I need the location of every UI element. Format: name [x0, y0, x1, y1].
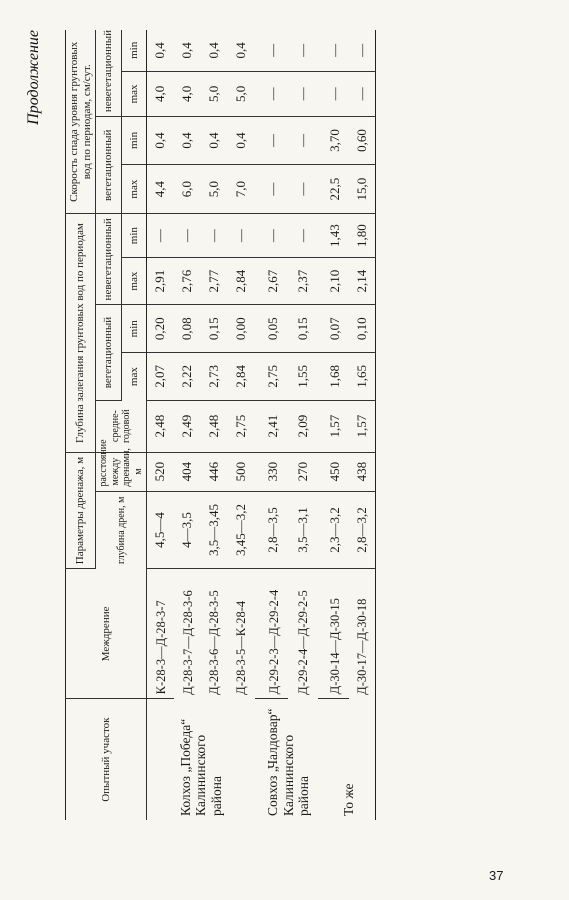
avg-cell: 2,48	[147, 400, 174, 452]
sp-veg-min-cell: 0,4	[201, 117, 228, 165]
spacing-cell: 404	[174, 452, 201, 491]
sp-veg-max-cell: 4,4	[147, 164, 174, 214]
sp-nonveg-max-cell: —	[318, 71, 349, 116]
groundwater-table	[65, 30, 376, 820]
depth-cell: 3,5—3,1	[288, 491, 317, 569]
avg-cell: 2,49	[174, 400, 201, 452]
spacing-cell: 446	[201, 452, 228, 491]
gw-nonveg-min-cell: —	[288, 214, 317, 257]
site-cell: Совхоз „Чалдовар“ Калининского района	[265, 708, 312, 816]
gw-veg-min-cell: 0,15	[288, 305, 317, 353]
avg-cell: 2,41	[255, 400, 288, 452]
depth-cell: 4—3,5	[174, 491, 201, 569]
gw-nonveg-min-cell: —	[255, 214, 288, 257]
spacing-cell: 450	[318, 452, 349, 491]
mezhdrene-cell: К-28-3—Д-28-3-7	[147, 569, 174, 699]
gw-nonveg-max-cell: 2,77	[201, 257, 228, 305]
header-gw-depth: Глубина залегания грунтовых вод по периодам	[66, 214, 96, 452]
sp-nonveg-min-cell: —	[255, 30, 288, 71]
depth-cell: 4,5—4	[147, 491, 174, 569]
gw-veg-min-cell: 0,05	[255, 305, 288, 353]
gw-nonveg-max-cell: 2,37	[288, 257, 317, 305]
sp-veg-min-cell: —	[255, 117, 288, 165]
sp-nonveg-min-cell: —	[288, 30, 317, 71]
spacing-cell: 500	[228, 452, 255, 491]
header-depth: глубина дрен, м	[96, 491, 147, 569]
spacing-cell: 270	[288, 452, 317, 491]
gw-veg-max-cell: 1,68	[318, 353, 349, 401]
sp-veg-min-cell: 0,4	[228, 117, 255, 165]
gw-veg-min-cell: 0,07	[318, 305, 349, 353]
sp-nonveg-max-cell: 4,0	[147, 71, 174, 116]
gw-veg-max-cell: 2,84	[228, 353, 255, 401]
header-gw-veg-max: max	[121, 353, 147, 401]
gw-nonveg-min-cell: —	[147, 214, 174, 257]
header-gw-nonveg: невегетационный	[96, 214, 122, 305]
header-sp-nonveg-min: min	[121, 30, 147, 71]
gw-nonveg-min-cell: 1,80	[349, 214, 376, 257]
header-gw-nonveg-min: min	[121, 214, 147, 257]
mezhdrene-cell: Д-28-3-7—Д-28-3-6	[180, 590, 195, 695]
header-mezhdrene: Междрение	[66, 569, 147, 699]
site-cell: То же	[340, 783, 356, 816]
sp-nonveg-max-cell: —	[255, 71, 288, 116]
mezhdrene-cell: Д-30-17—Д-30-18	[354, 598, 369, 695]
avg-cell: 1,57	[318, 400, 349, 452]
sp-veg-min-cell: 0,4	[174, 117, 201, 165]
header-sp-veg-min: min	[121, 117, 147, 165]
avg-cell: 2,09	[288, 400, 317, 452]
sp-nonveg-max-cell: 5,0	[228, 71, 255, 116]
gw-veg-max-cell: 2,22	[174, 353, 201, 401]
table-row	[318, 30, 349, 820]
gw-veg-max-cell: 2,73	[201, 353, 228, 401]
gw-nonveg-max-cell: 2,14	[349, 257, 376, 305]
table-row	[147, 30, 174, 820]
table-header	[66, 30, 147, 820]
gw-veg-max-cell: 2,07	[147, 353, 174, 401]
header-drain-params: Параметры дренажа, м	[66, 452, 96, 569]
header-site: Опытный участок	[66, 699, 147, 820]
header-gw-nonveg-max: max	[121, 257, 147, 305]
site-cell: Колхоз „Победа“ Калининского района	[177, 718, 224, 816]
sp-veg-max-cell: 5,0	[201, 164, 228, 214]
mezhdrene-cell: Д-28-3-5—К-28-4	[234, 600, 249, 695]
sp-veg-max-cell: —	[255, 164, 288, 214]
sp-veg-max-cell: —	[288, 164, 317, 214]
header-spacing: расстояние между дренами, м	[96, 452, 147, 491]
sp-nonveg-min-cell: 0,4	[201, 30, 228, 71]
gw-nonveg-max-cell: 2,67	[255, 257, 288, 305]
depth-cell: 2,3—3,2	[318, 491, 349, 569]
header-gw-veg-min: min	[121, 305, 147, 353]
depth-cell: 3,45—3,2	[228, 491, 255, 569]
page-number: 37	[489, 868, 504, 883]
gw-veg-max-cell: 1,65	[349, 353, 376, 401]
sp-veg-max-cell: 15,0	[349, 164, 376, 214]
mezhdrene-cell: Д-29-2-4—Д-29-2-5	[295, 590, 310, 695]
gw-nonveg-max-cell: 2,91	[147, 257, 174, 305]
spacing-cell: 438	[349, 452, 376, 491]
sp-nonveg-min-cell: —	[318, 30, 349, 71]
sp-veg-min-cell: —	[288, 117, 317, 165]
depth-cell: 2,8—3,2	[349, 491, 376, 569]
avg-cell: 2,75	[228, 400, 255, 452]
sp-nonveg-max-cell: 5,0	[201, 71, 228, 116]
gw-veg-min-cell: 0,20	[147, 305, 174, 353]
sp-nonveg-max-cell: 4,0	[174, 71, 201, 116]
gw-nonveg-max-cell: 2,76	[174, 257, 201, 305]
gw-veg-min-cell: 0,10	[349, 305, 376, 353]
continuation-caption: Продолжение	[25, 30, 42, 125]
gw-nonveg-min-cell: —	[201, 214, 228, 257]
gw-nonveg-max-cell: 2,84	[228, 257, 255, 305]
table-body	[147, 30, 376, 820]
mezhdrene-cell: Д-30-14—Д-30-15	[318, 569, 349, 699]
gw-veg-min-cell: 0,15	[201, 305, 228, 353]
spacing-cell: 330	[255, 452, 288, 491]
header-avg: средне-годовой	[96, 400, 147, 452]
header-sp-nonveg-max: max	[121, 71, 147, 116]
sp-nonveg-max-cell: —	[349, 71, 376, 116]
table-row	[255, 30, 288, 820]
gw-veg-max-cell: 1,55	[288, 353, 317, 401]
mezhdrene-cell: Д-28-3-6—Д-28-3-5	[207, 590, 222, 695]
sp-veg-max-cell: 6,0	[174, 164, 201, 214]
sp-nonveg-min-cell: —	[349, 30, 376, 71]
gw-veg-max-cell: 2,75	[255, 353, 288, 401]
header-speed: Скорость спада уровня грунтовых вод по периодам, см/сут.	[66, 30, 96, 214]
gw-nonveg-min-cell: —	[228, 214, 255, 257]
spacing-cell: 520	[147, 452, 174, 491]
sp-veg-max-cell: 7,0	[228, 164, 255, 214]
depth-cell: 3,5—3,45	[201, 491, 228, 569]
header-sp-veg-max: max	[121, 164, 147, 214]
gw-nonveg-max-cell: 2,10	[318, 257, 349, 305]
rotated-table-container	[25, 29, 515, 820]
header-gw-veg: вегетационный	[96, 305, 122, 400]
gw-nonveg-min-cell: 1,43	[318, 214, 349, 257]
sp-veg-min-cell: 3,70	[318, 117, 349, 165]
sp-nonveg-min-cell: 0,4	[174, 30, 201, 71]
gw-veg-min-cell: 0,00	[228, 305, 255, 353]
sp-nonveg-max-cell: —	[288, 71, 317, 116]
header-sp-veg: вегетационный	[96, 117, 122, 214]
gw-veg-min-cell: 0,08	[174, 305, 201, 353]
avg-cell: 2,48	[201, 400, 228, 452]
sp-veg-min-cell: 0,60	[349, 117, 376, 165]
sp-nonveg-min-cell: 0,4	[228, 30, 255, 71]
mezhdrene-cell: Д-29-2-3—Д-29-2-4	[255, 569, 288, 699]
depth-cell: 2,8—3,5	[255, 491, 288, 569]
sp-nonveg-min-cell: 0,4	[147, 30, 174, 71]
gw-nonveg-min-cell: —	[174, 214, 201, 257]
sp-veg-max-cell: 22,5	[318, 164, 349, 214]
avg-cell: 1,57	[349, 400, 376, 452]
sp-veg-min-cell: 0,4	[147, 117, 174, 165]
header-sp-nonveg: невегетационный	[96, 30, 122, 117]
